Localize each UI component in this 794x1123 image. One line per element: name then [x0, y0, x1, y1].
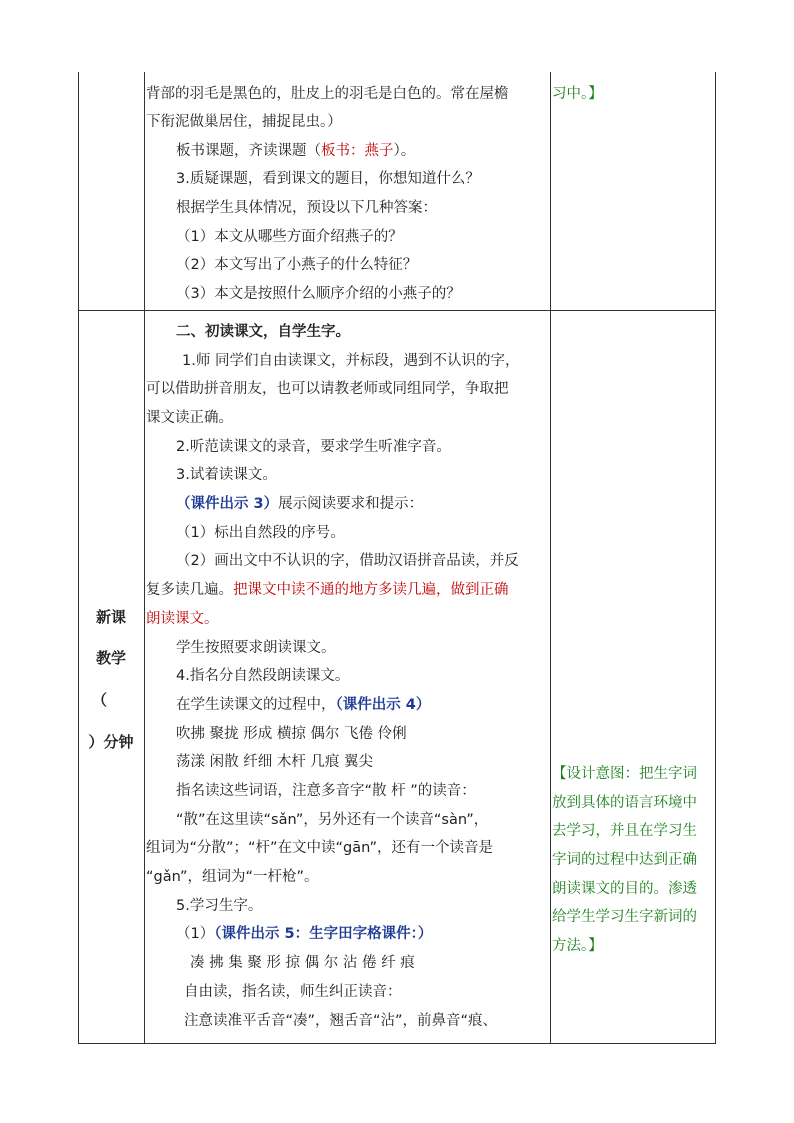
text-line: （2）本文写出了小燕子的什么特征？ [176, 257, 418, 273]
lesson-plan-table [78, 72, 716, 1044]
text-line: 注意读准平舌音“凑”，翘舌音“沾”，前鼻音“痕、 [184, 1013, 498, 1029]
text-line: 下衔泥做巢居住，捕捉昆虫。） [146, 114, 342, 130]
row-divider [78, 310, 716, 311]
text-line: 5.学习生字。 [176, 898, 263, 914]
text-line: 学生按照要求朗读课文。 [176, 640, 336, 656]
text-line: “散”在这里读“sǎn”，另外还有一个读音“sàn”， [176, 812, 489, 828]
text-line: 课文读正确。 [146, 410, 233, 426]
section-label: 新课 [95, 608, 126, 626]
text-line: （1）本文从哪些方面介绍燕子的？ [176, 229, 403, 245]
text-line: 自由读，指名读，师生纠正读音： [184, 984, 402, 1000]
text-line: 根据学生具体情况，预设以下几种答案： [176, 200, 437, 216]
table-divider-note [550, 72, 551, 1044]
text-line: （3）本文是按照什么顺序介绍的小燕子的？ [176, 286, 461, 302]
text-line: 在学生读课文的过程中，（课件出示 4） [176, 697, 431, 713]
design-note-line: 字词的过程中达到正确 [552, 852, 697, 868]
text-line: 1.师 同学们自由读课文，并标段，遇到不认识的字， [182, 353, 520, 369]
text-line: （课件出示 3）展示阅读要求和提示： [176, 496, 424, 512]
section-label: ）分钟 [88, 733, 134, 751]
table-border-bottom [78, 1043, 716, 1044]
text-line: 朗读课文。 [146, 611, 219, 627]
design-note-line: 方法。】 [552, 938, 603, 954]
design-note-line: 【设计意图：把生字词 [552, 766, 697, 782]
text-line: 组词为“分散”；“杆”在文中读“gān”，还有一个读音是 [146, 840, 494, 856]
text-line: 背部的羽毛是黑色的，肚皮上的羽毛是白色的。常在屋檐 [146, 86, 509, 102]
text-line: （1）（课件出示 5：生字田字格课件：） [176, 926, 433, 942]
section-heading: 二、初读课文，自学生字。 [176, 324, 350, 340]
text-line: 指名读这些词语，注意多音字“散 杆 ”的读音： [176, 783, 476, 799]
design-note-line: 去学习，并且在学习生 [552, 823, 697, 839]
text-line: （2）画出文中不认识的字，借助汉语拼音品读，并反 [176, 553, 519, 569]
text-line: （1）标出自然段的序号。 [176, 525, 345, 541]
design-note-top: 习中。】 [552, 86, 603, 102]
text-line: 复多读几遍。把课文中读不通的地方多读几遍，做到正确 [146, 582, 509, 598]
design-note-line: 朗读课文的目的。渗透 [552, 881, 697, 897]
word-list: 吹拂 聚拢 形成 横掠 偶尔 飞倦 伶俐 [176, 726, 407, 742]
section-label: （ [92, 691, 108, 709]
table-border-right [715, 72, 716, 1044]
text-line: 4.指名分自然段朗读课文。 [176, 668, 350, 684]
table-border-left [78, 72, 79, 1044]
text-line: 板书课题，齐读课题（板书：燕子）。 [176, 143, 416, 159]
text-line: 2.听范读课文的录音，要求学生听准字音。 [176, 439, 451, 455]
character-list: 凑 拂 集 聚 形 掠 偶 尔 沾 倦 纤 痕 [190, 955, 415, 971]
text-line: 3.试着读课文。 [176, 467, 277, 483]
word-list: 荡漾 闲散 纤细 木杆 几痕 翼尖 [176, 754, 374, 770]
text-line: “gǎn”，组词为“一杆枪”。 [146, 869, 319, 885]
text-line: 3.质疑课题，看到课文的题目，你想知道什么？ [176, 171, 480, 187]
section-label: 教学 [95, 649, 126, 667]
design-note-line: 放到具体的语言环境中 [552, 795, 697, 811]
text-line: 可以借助拼音朋友，也可以请教老师或同组同学，争取把 [146, 381, 509, 397]
design-note-line: 给学生学习生字新词的 [552, 909, 697, 925]
table-divider-label [144, 72, 145, 1044]
